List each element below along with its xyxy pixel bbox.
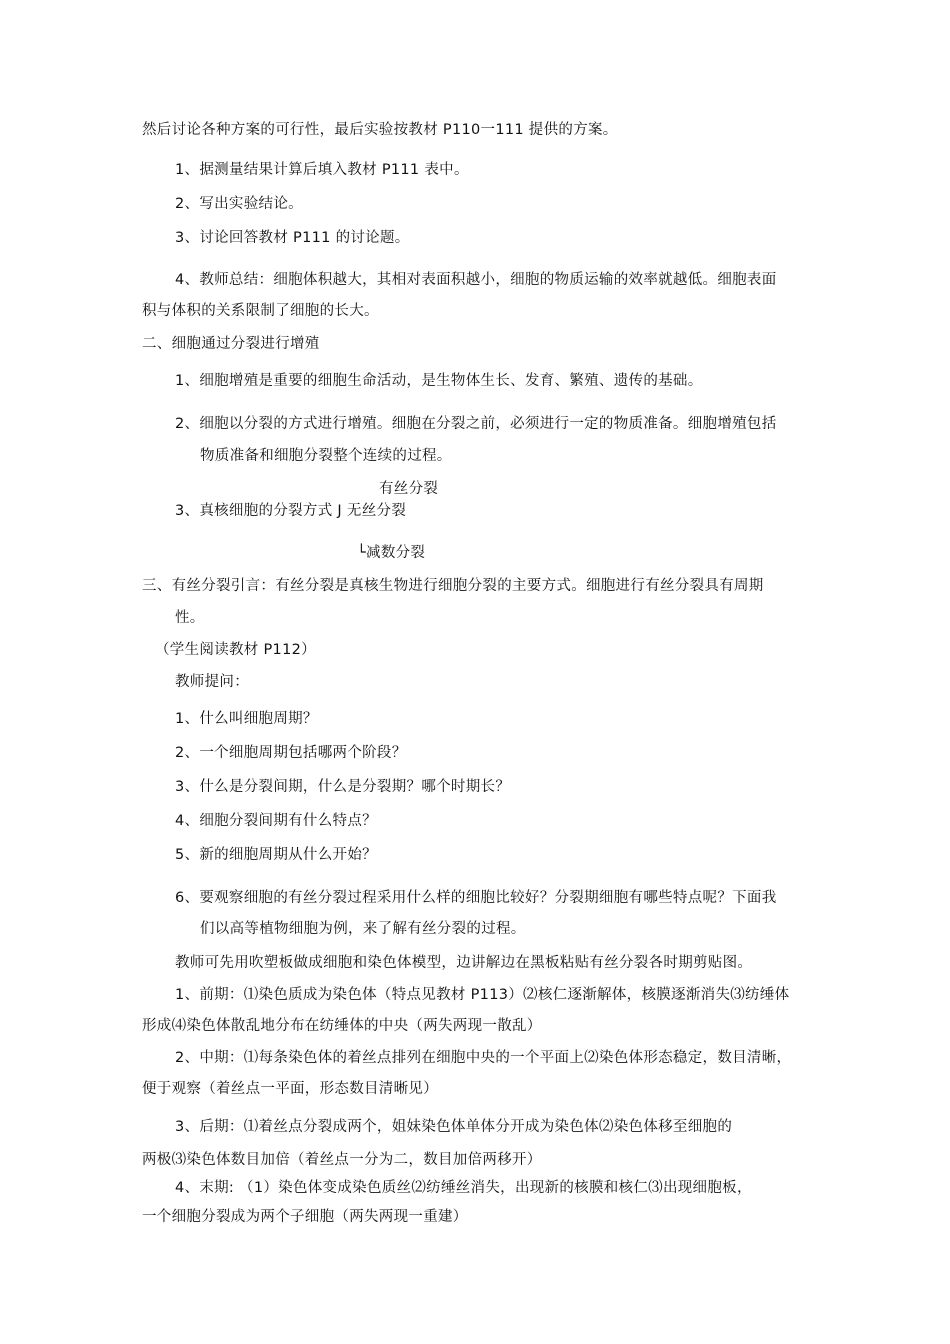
section-2-item-3: 3、真核细胞的分裂方式 J 无丝分裂 <box>175 503 407 519</box>
telophase-line-1: 4、末期: （1）染色体变成染色质丝⑵纺缍丝消失，出现新的核膜和核仁⑶出现细胞板， <box>175 1180 752 1196</box>
section-2-item-2-line-2: 物质准备和细胞分裂整个连续的过程。 <box>200 448 452 464</box>
step-2-line: 2、写出实验结论。 <box>175 196 303 212</box>
question-6-line-1: 6、要观察细胞的有丝分裂过程采用什么样的细胞比较好？分裂期细胞有哪些特点呢？下面我 <box>175 890 777 906</box>
question-6-line-2: 们以高等植物细胞为例，来了解有丝分裂的过程。 <box>200 921 526 937</box>
metaphase-line-1: 2、中期：⑴每条染色体的着丝点排列在细胞中央的一个平面上⑵染色体形态稳定，数目清晰， <box>175 1050 792 1066</box>
question-4: 4、细胞分裂间期有什么特点？ <box>175 813 377 829</box>
division-type-mitosis: 有丝分裂 <box>379 481 439 497</box>
reading-note: （学生阅读教材 P112） <box>155 642 316 658</box>
question-2: 2、一个细胞周期包括哪两个阶段？ <box>175 745 407 761</box>
section-3-intro-line-1: 三、有丝分裂引言：有丝分裂是真核生物进行细胞分裂的主要方式。细胞进行有丝分裂具有周期 <box>142 578 764 594</box>
section-2-item-2-line-1: 2、细胞以分裂的方式进行增殖。细胞在分裂之前，必须进行一定的物质准备。细胞增殖包括 <box>175 416 777 432</box>
teacher-summary-line-2: 积与体积的关系限制了细胞的长大。 <box>142 303 379 319</box>
prophase-line-2: 形成⑷染色体散乱地分布在纺缍体的中央（两失两现一散乱） <box>142 1018 542 1034</box>
question-5: 5、新的细胞周期从什么开始？ <box>175 847 377 863</box>
teacher-questions-label: 教师提问： <box>175 674 249 690</box>
question-3: 3、什么是分裂间期，什么是分裂期？哪个时期长？ <box>175 779 511 795</box>
anaphase-line-1: 3、后期：⑴着丝点分裂成两个，姐妹染色体单体分开成为染色体⑵染色体移至细胞的 <box>175 1119 733 1135</box>
section-3-intro-line-2: 性。 <box>175 610 205 626</box>
intro-paragraph-line: 然后讨论各种方案的可行性，最后实验按教材 P110一111 提供的方案。 <box>142 122 618 138</box>
prophase-line-1: 1、前期：⑴染色质成为染色体（特点见教材 P113）⑵核仁逐渐解体，核膜逐渐消失⑶纺缍体 <box>175 987 790 1003</box>
teacher-model-note: 教师可先用吹塑板做成细胞和染色体模型，边讲解边在黑板粘贴有丝分裂各时期剪贴图。 <box>175 955 753 971</box>
teacher-summary-line-1: 4、教师总结：细胞体积越大，其相对表面积越小，细胞的物质运输的效率就越低。细胞表面 <box>175 272 777 288</box>
step-3-line: 3、讨论回答教材 P111 的讨论题。 <box>175 230 410 246</box>
telophase-line-2: 一个细胞分裂成为两个子细胞（两失两现一重建） <box>142 1209 468 1225</box>
section-2-heading: 二、细胞通过分裂进行增殖 <box>142 336 320 352</box>
section-2-item-1: 1、细胞增殖是重要的细胞生命活动，是生物体生长、发育、繁殖、遗传的基础。 <box>175 373 703 389</box>
step-1-line: 1、据测量结果计算后填入教材 P111 表中。 <box>175 162 469 178</box>
division-type-meiosis: └减数分裂 <box>357 545 426 561</box>
question-1: 1、什么叫细胞周期？ <box>175 711 318 727</box>
anaphase-line-2: 两极⑶染色体数目加倍（着丝点一分为二，数目加倍两移开） <box>142 1152 542 1168</box>
metaphase-line-2: 便于观察（着丝点一平面，形态数目清晰见） <box>142 1081 438 1097</box>
